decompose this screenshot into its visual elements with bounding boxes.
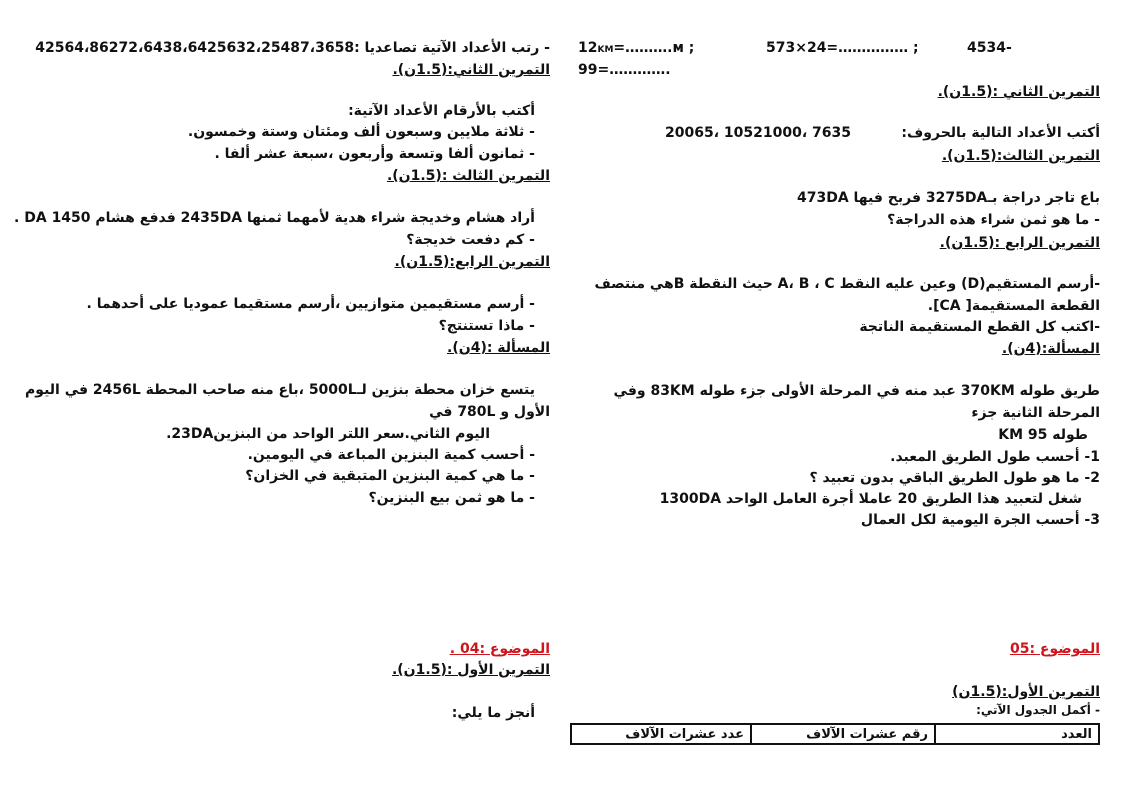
problem-line-4: 1- أحسب طول الطريق المعبد. [890,449,1100,465]
ex1-heading: التمرين الأول :(1.5ن). [391,662,550,678]
ex1-text: - أكمل الجدول الآتي: [976,703,1100,717]
ex1-heading: التمرين الأول:(1.5ن) [952,684,1100,700]
ex3-heading: التمرين الثالث:(1.5ن). [941,148,1100,164]
left-column [14,0,550,794]
problem-line-6: - ما هو ثمن بيع البنزين؟ [368,490,535,506]
ex2-heading: التمرين الثاني :(1.5ن). [937,84,1100,100]
ex4-line-3: -اكتب كل القطع المستقيمة الناتجة [859,319,1100,335]
top-line-c: 12KM=……….м ; [578,40,695,56]
ex3-line-2: - كم دفعت خديجة؟ [406,232,535,248]
ex4-heading: التمرين الرابع:(1.5ن). [394,254,550,270]
ex3-line-1: باع تاجر دراجة بـ3275DA فربح فيها 473DA [796,190,1100,206]
ex3-line-1: أراد هشام وخديجة شراء هدية لأمهما ثمنها 2435DA فدفع هشام 1450 DA . [14,210,535,226]
ex3-heading: التمرين الثالث :(1.5ن). [386,168,550,184]
problem-line-4: - أحسب كمية البنزين المباعة في اليومين. [247,447,535,463]
subject-04-heading: الموضوع :04 . [449,641,550,657]
right-column [570,0,1100,794]
ex4-line-2: القطعة المستقيمة[ CA]. [927,298,1100,314]
problem-line-1: يتسع خزان محطة بنزين لـ5000L ،باع منه صاحب المحطة 2456L في اليوم [25,382,535,398]
ex2-item-b: - ثمانون ألفا وتسعة وأربعون ،سبعة عشر ألفا . [214,146,535,162]
ex2-text: أكتب الأعداد التالية بالحروف: [901,125,1100,141]
ex2-item-a: - ثلاثة ملايين وسبعون ألف ومئتان وستة وخمسون. [187,124,535,140]
table-header-ten-thousands-count: عدد عشرات الآلاف [571,724,751,744]
table-header-ten-thousands-digit: رقم عشرات الآلاف [751,724,935,744]
ex4-line-1: - أرسم مستقيمين متوازيين ،أرسم مستقيما عموديا على أحدهما . [86,296,535,312]
problem-line-3: طوله 95 KM [998,427,1088,443]
problem-heading: المسألة:(4ن). [1001,341,1100,357]
ex2-heading: التمرين الثاني:(1.5ن). [392,62,550,78]
ex1-text: أنجز ما يلي: [451,705,535,721]
problem-line-3: اليوم الثاني.سعر اللتر الواحد من البنزين23DA. [166,426,490,442]
table-header-number: العدد [935,724,1099,744]
problem-line-7: 3- أحسب الجرة اليومية لكل العمال [860,512,1100,528]
table-header-row [571,724,1099,744]
numbers-table [570,723,1100,745]
ex4-line-1: -أرسم المستقيم(D) وعين عليه النقط A، B ، C حيث النقطة Bهي منتصف [594,276,1100,292]
ex4-heading: التمرين الرابع :(1.5ن). [939,235,1100,251]
problem-line-6: شغل لتعبيد هذا الطريق 20 عاملا أجرة العامل الواحد 1300DA [659,491,1082,507]
ex4-line-2: - ماذا تستنتج؟ [438,318,535,334]
problem-line-2: الأول و 780L في [429,404,550,420]
subject-05-heading: الموضوع :05 [1009,641,1100,657]
problem-line-1: طريق طوله 370KM عبد منه في المرحلة الأولى جزء طوله 83KM وفي [613,383,1100,399]
ex2-text: أكتب بالأرقام الأعداد الآتية: [348,103,535,119]
problem-line-5: 2- ما هو طول الطريق الباقي بدون تعبيد ؟ [809,470,1100,486]
sort-line: - رتب الأعداد الآتية تصاعديا :42564،86272،6438،6425632،25487،3658 [35,40,550,56]
ex2-numbers: 20065، 10521000، 7635 [665,125,851,141]
top-line-b: 573×24=…………… ; [766,40,919,56]
problem-heading: المسألة :(4ن). [447,340,550,356]
top-line-a: 4534- [967,40,1012,56]
top-line-2: 99=…………. [578,62,671,78]
problem-line-5: - ما هي كمية البنزين المتبقية في الخزان؟ [245,468,535,484]
problem-line-2: المرحلة الثانية جزء [971,405,1100,421]
ex3-line-2: - ما هو ثمن شراء هذه الدراجة؟ [887,212,1100,228]
